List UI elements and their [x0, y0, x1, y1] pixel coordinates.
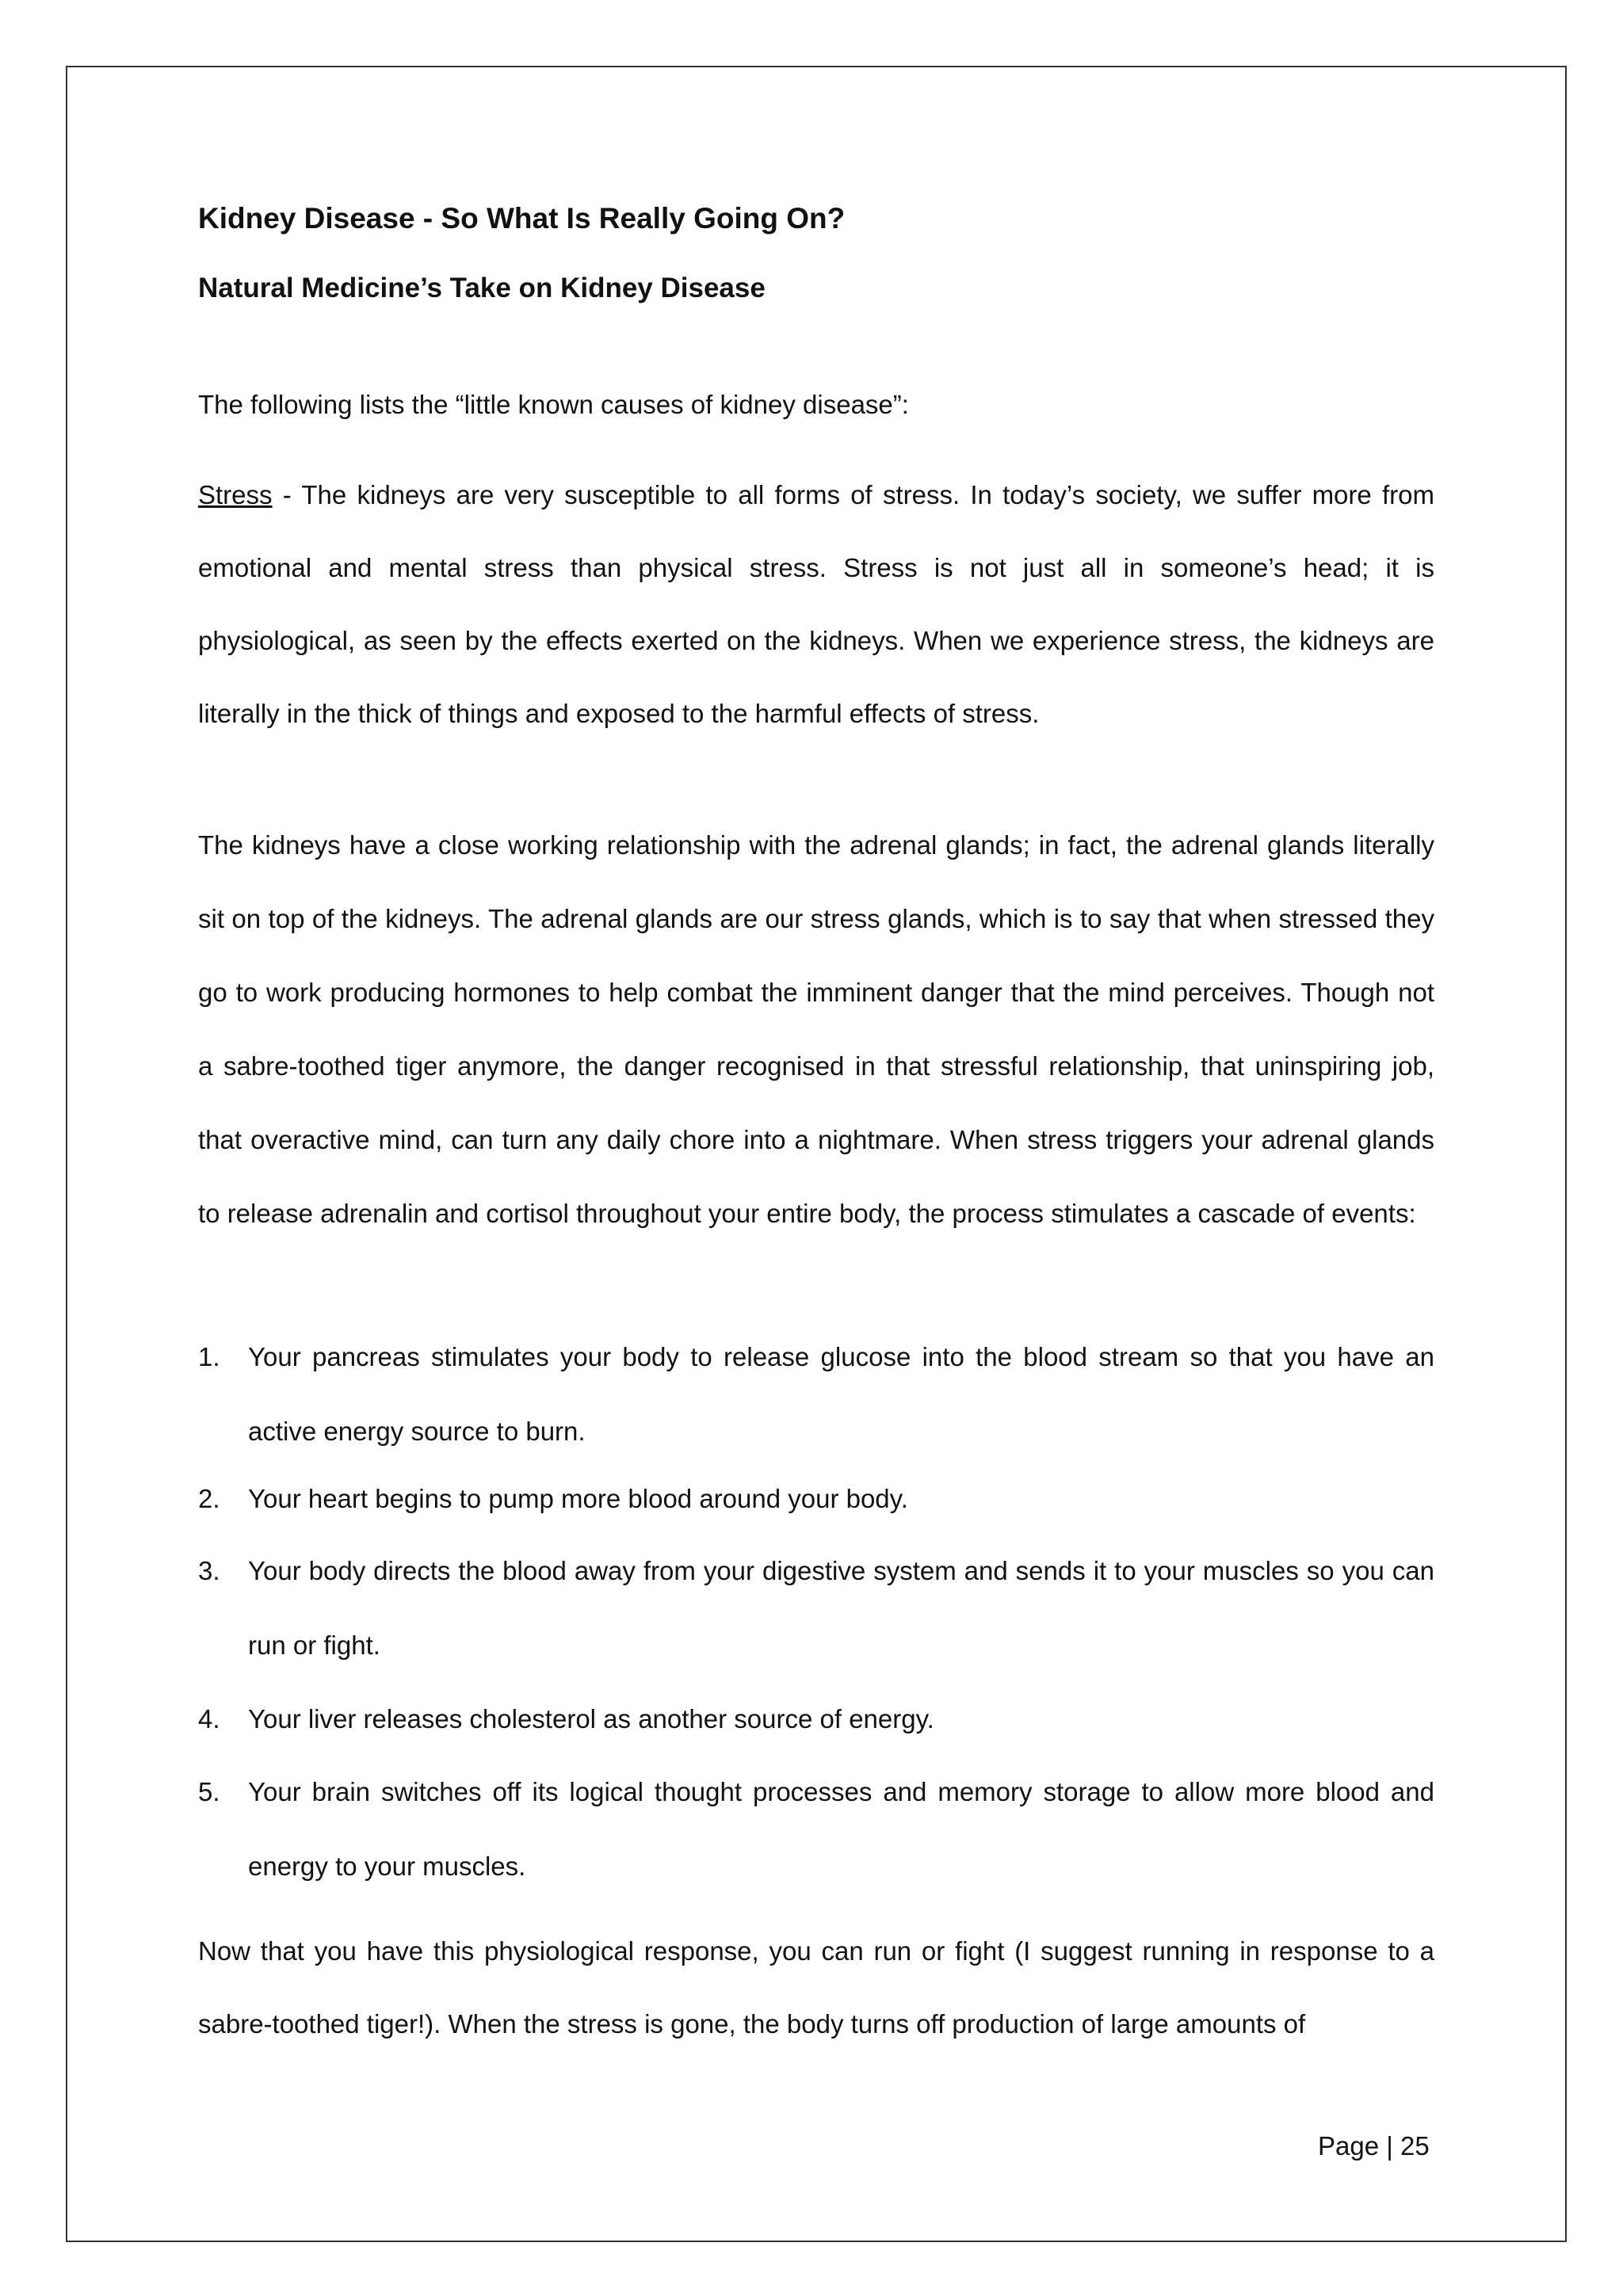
list-item: [198, 1755, 1434, 1904]
list-item: [198, 1699, 1434, 1739]
list-item-text: Your brain switches off its logical thought processes and memory storage to allow more blood and energy to your muscles.: [248, 1777, 1434, 1881]
page-number: Page | 25: [1318, 2131, 1430, 2161]
section-subheading: Natural Medicine’s Take on Kidney Disease: [198, 273, 766, 303]
stress-term: Stress: [198, 480, 273, 509]
list-item: [198, 1479, 1434, 1519]
list-item: [198, 1320, 1434, 1469]
list-item-number: 5.: [198, 1777, 220, 1806]
list-item: [198, 1534, 1434, 1683]
list-item-number: 4.: [198, 1704, 220, 1733]
list-item-text: Your body directs the blood away from your digestive system and sends it to your muscles so you can run or fight.: [248, 1556, 1434, 1660]
list-item-number: 3.: [198, 1556, 220, 1585]
list-item-number: 1.: [198, 1342, 220, 1371]
stress-paragraph: [198, 459, 1434, 750]
list-item-number: 2.: [198, 1484, 220, 1513]
page-heading: Kidney Disease - So What Is Really Going On?: [198, 202, 846, 235]
closing-paragraph: Now that you have this physiological response, you can run or fight (I suggest running in response to a sabre-toothed tiger!). When the stress is gone, the body turns off production of large amounts of: [198, 1936, 1434, 2039]
list-item-text: Your heart begins to pump more blood around your body.: [248, 1484, 908, 1513]
adrenal-paragraph: The kidneys have a close working relationship with the adrenal glands; in fact, the adrenal glands literally sit on top of the kidneys. The adrenal glands are our stress glands, which is to say that when stressed they go to work producing hormones to help combat the imminent danger that the mind perceives. Though not a sabre-toothed tiger anymore, the danger recognised in that stressful relationship, that uninspiring job, that overactive mind, can turn any daily chore into a nightmare. When stress triggers your adrenal glands to release adrenalin and cortisol throughout your entire body, the process stimulates a cascade of events:: [198, 830, 1434, 1228]
intro-line: The following lists the “little known causes of kidney disease”:: [198, 390, 909, 419]
stress-paragraph-text: - The kidneys are very susceptible to all forms of stress. In today’s society, we suffer more from emotional and mental stress than physical stress. Stress is not just all in someone’s head; it is physiological, as seen by the effects exerted on the kidneys. When we experience stress, the kidneys are literally in the thick of things and exposed to the harmful effects of stress.: [198, 480, 1434, 728]
list-item-text: Your liver releases cholesterol as another source of energy.: [248, 1704, 934, 1733]
list-item-text: Your pancreas stimulates your body to release glucose into the blood stream so that you have an active energy source to burn.: [248, 1342, 1434, 1446]
